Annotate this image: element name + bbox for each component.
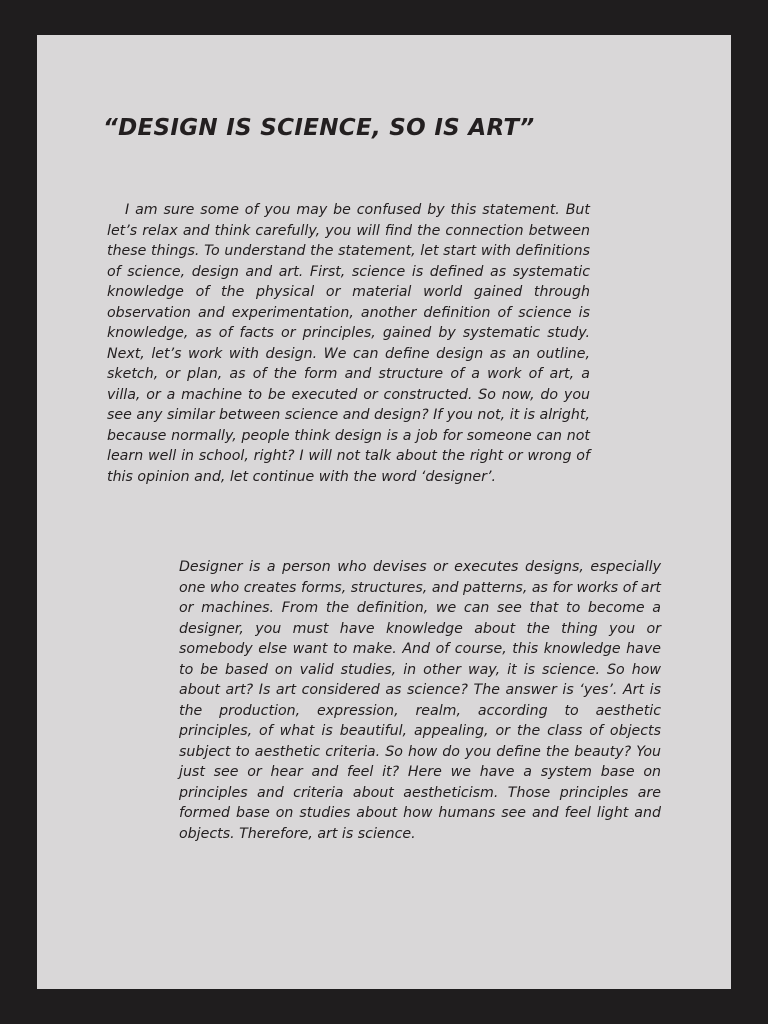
document-page (37, 35, 731, 989)
paragraph-designer: Designer is a person who devises or executes designs, especially one who creates forms, structures, and patterns, as for works of art or machines. From the definition, we can see that to become a designer, you must have knowledge about the thing you or somebody else want to make. And of course, this knowledge have to be based on valid studies, in other way, it is science. So how about art? Is art considered as science? The answer is ‘yes’. Art is the production, expression, realm, according to aesthetic principles, of what is beautiful, appealing, or the class of objects subject to aesthetic criteria. So how do you define the beauty? You just see or hear and feel it? Here we have a system base on principles and criteria about aestheticism. Those principles are formed base on studies about how humans see and feel light and objects. Therefore, art is science. (179, 559, 661, 842)
document-title: “DESIGN IS SCIENCE, SO IS ART” (103, 115, 535, 141)
paragraph-intro: I am sure some of you may be confused by this statement. But let’s relax and think carefully, you will find the connection between these things. To understand the statement, let start with definitions of science, design and art. First, science is defined as systematic knowledge of the physical or material world gained through observation and experimentation, another definition of science is knowledge, as of facts or principles, gained by systematic study. Next, let’s work with design. We can define design as an outline, sketch, or plan, as of the form and structure of a work of art, a villa, or a machine to be executed or constructed. So now, do you see any similar between science and design? If you not, it is alright, because normally, people think design is a job for someone can not learn well in school, right? I will not talk about the right or wrong of this opinion and, let continue with the word ‘designer’. (107, 202, 590, 485)
